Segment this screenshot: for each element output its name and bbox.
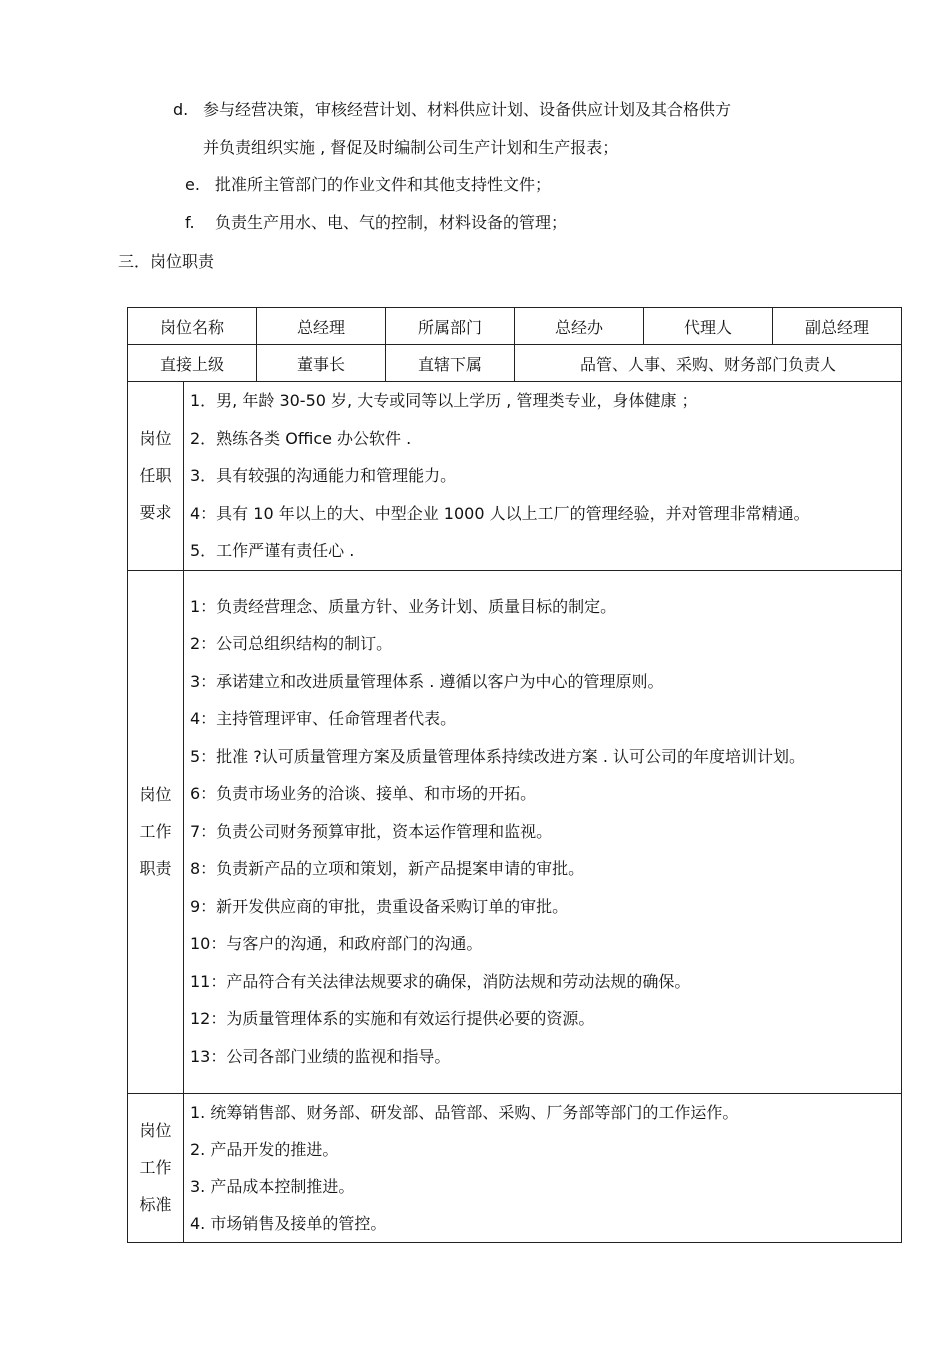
list-item: 3：承诺建立和改进质量管理体系 . 遵循以客户为中心的管理原则。 [190,671,664,691]
label-line: 岗位 [139,1121,172,1140]
cell-post-name-value: 总经理 [257,308,386,345]
label-line: 任职 [139,466,172,486]
standards-label [128,1093,184,1242]
list-item: 13：公司各部门业绩的监视和指导。 [190,1046,451,1066]
requirements-label [128,382,184,571]
item-d-line1: 参与经营决策，审核经营计划、材料供应计划、设备供应计划及其合格供方 [203,100,732,119]
list-item: 4：主持管理评审、任命管理者代表。 [190,709,457,729]
cell-deputy-value: 副总经理 [773,308,902,345]
list-item: 3．具有较强的沟通能力和管理能力。 [190,466,457,485]
duties-list [184,570,902,1093]
item-e-text: 批准所主管部门的作业文件和其他支持性文件； [215,175,552,194]
job-responsibility-table [127,307,902,1243]
label-line: 工作 [139,1158,172,1177]
item-d-marker: d. [173,100,189,119]
list-item: 1. 统筹销售部、财务部、研发部、品管部、采购、厂务部等部门的工作运作。 [190,1102,739,1122]
requirements-list [184,382,902,571]
cell-subordinates-value: 品管、人事、采购、财务部门负责人 [515,345,902,382]
list-item: 2：公司总组织结构的制订。 [190,634,393,654]
section-title: 三．岗位职责 [118,252,215,271]
cell-superior-label: 直接上级 [128,345,257,382]
label-line: 要求 [139,503,172,523]
table-row-reporting [128,345,902,382]
list-item: 6：负责市场业务的洽谈、接单、和市场的开拓。 [190,784,537,804]
list-item: 7：负责公司财务预算审批，资本运作管理和监视。 [190,821,553,841]
label-line: 岗位 [139,785,172,804]
list-item: 8：负责新产品的立项和策划，新产品提案申请的审批。 [190,859,585,879]
cell-subordinates-label: 直辖下属 [386,345,515,382]
label-line: 标准 [139,1195,172,1214]
list-item: 9：新开发供应商的审批，贵重设备采购订单的审批。 [190,896,569,916]
list-item: 3. 产品成本控制推进。 [190,1176,355,1196]
list-item: 1：负责经营理念、质量方针、业务计划、质量目标的制定。 [190,596,617,616]
list-item: 2．熟练各类 Office 办公软件 . [190,428,412,448]
item-f-text: 负责生产用水、电、气的控制，材料设备的管理； [215,213,568,232]
cell-deputy-label: 代理人 [644,308,773,345]
cell-department-label: 所属部门 [386,308,515,345]
list-item: 1．男, 年龄 30-50 岁, 大专或同等以上学历 , 管理类专业，身体健康 ； [190,391,698,410]
item-d-line2: 并负责组织实施 , 督促及时编制公司生产计划和生产报表； [203,138,619,157]
cell-superior-value: 董事长 [257,345,386,382]
list-item: 11：产品符合有关法律法规要求的确保，消防法规和劳动法规的确保。 [190,971,691,991]
cell-department-value: 总经办 [515,308,644,345]
duties-label [128,570,184,1093]
item-e-marker: e. [185,175,200,194]
list-item: 10：与客户的沟通，和政府部门的沟通。 [190,934,483,954]
cell-post-name-label: 岗位名称 [128,308,257,345]
list-item: 5：批准 ?认可质量管理方案及质量管理体系持续改进方案 . 认可公司的年度培训计划。 [190,746,806,766]
list-item: 5．工作严谨有责任心 . [190,541,355,560]
list-item: 4：具有 10 年以上的大、中型企业 1000 人以上工厂的管理经验，并对管理非常精通。 [190,503,810,523]
label-line: 职责 [139,859,172,878]
table-row-basic [128,308,902,345]
list-item: 2. 产品开发的推进。 [190,1139,339,1159]
list-item: 4. 市场销售及接单的管控。 [190,1213,387,1233]
table-row-requirements [128,382,902,571]
label-line: 岗位 [139,429,172,449]
list-item: 12：为质量管理体系的实施和有效运行提供必要的资源。 [190,1009,595,1029]
item-f-marker: f. [185,213,195,232]
standards-list [184,1093,902,1242]
table-row-standards [128,1093,902,1242]
label-line: 工作 [139,822,172,841]
table-row-duties [128,570,902,1093]
